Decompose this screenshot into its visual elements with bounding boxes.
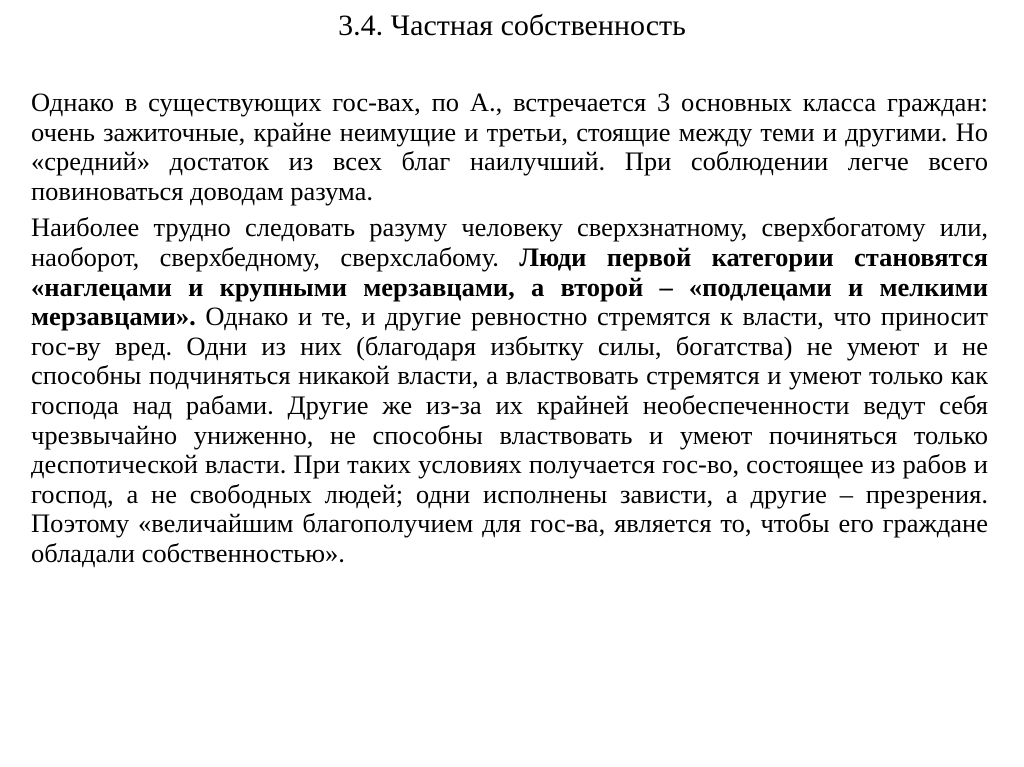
paragraph-2-bold-quote: Люди первой категории становятся «наглецами и крупными мерзавцами, а второй – «подлецами и мелкими мерзавцами». <box>31 241 988 332</box>
paragraph-2-text-end: Однако и те, и другие ревностно стремятся к власти, что приносит гос-ву вред. Одни из них (благодаря избытку силы, богатства) не умеют и не способны подчиняться никакой власти, а властвовать стремятся и умеют только как господа над рабами. Другие же из-за их крайней необеспеченности ведут себя чрезвычайно униженно, не способны властвовать и умеют починяться только деспотической власти. При таких условиях получается гос-во, состоящее из рабов и господ, а не свободных людей; одни исполнены зависти, а другие – презрения. Поэтому «величайшим благополучием для гос-ва, является то, чтобы его граждане обладали собственностью». <box>31 301 988 568</box>
paragraph-2-text-start: Наиболее трудно следовать разуму человеку сверхзнатному, сверхбогатому или, наоборот, сверхбедному, сверхслабому. <box>31 212 988 272</box>
paragraph-1-text: Однако в существующих гос-вах, по А., встречается 3 основных класса граждан: очень зажиточные, крайне неимущие и третьи, стоящие между теми и другими. Но «средний» достаток из всех благ наилучший. При соблюдении легче всего повиноваться доводам разума. <box>31 87 988 206</box>
slide-title: 3.4. Частная собственность <box>338 9 686 42</box>
slide-body <box>31 88 988 569</box>
paragraph-1 <box>31 88 988 206</box>
paragraph-2 <box>31 213 988 568</box>
